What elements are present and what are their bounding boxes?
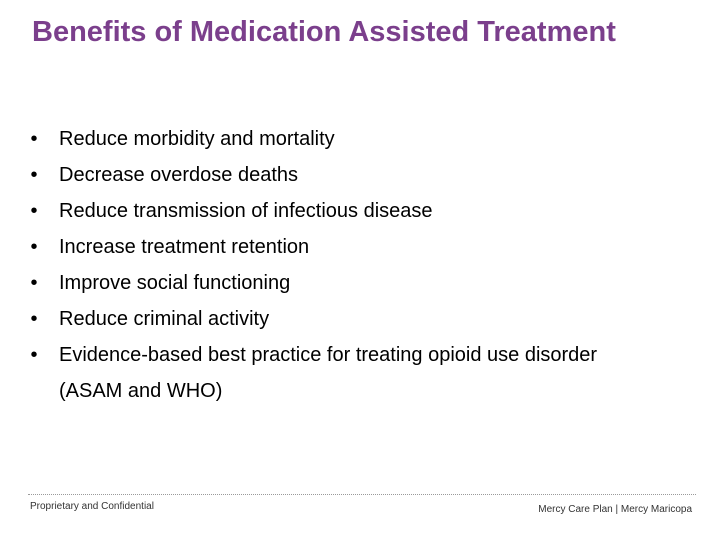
bullet-item	[28, 337, 688, 409]
bullet-item	[28, 193, 688, 229]
bullet-symbol: •	[30, 200, 38, 222]
slide-title: Benefits of Medication Assisted Treatment	[32, 16, 616, 48]
bullet-list	[28, 121, 688, 409]
bullet-item	[28, 229, 688, 265]
bullet-symbol: •	[30, 164, 38, 186]
footer-confidential-label: Proprietary and Confidential	[30, 501, 154, 512]
bullet-symbol: •	[30, 344, 38, 366]
bullet-text: Improve social functioning	[59, 272, 291, 294]
bullet-text: Increase treatment retention	[59, 236, 310, 258]
bullet-symbol: •	[30, 308, 38, 330]
bullet-symbol: •	[30, 236, 38, 258]
footer-brand-label: Mercy Care Plan | Mercy Maricopa	[538, 504, 692, 515]
bullet-text-continuation: (ASAM and WHO)	[59, 380, 223, 402]
bullet-text: Reduce transmission of infectious disease	[59, 200, 433, 222]
footer-divider	[28, 494, 696, 495]
bullet-text: Reduce criminal activity	[59, 308, 270, 330]
bullet-symbol: •	[30, 128, 38, 150]
bullet-item	[28, 301, 688, 337]
bullet-text: Decrease overdose deaths	[59, 164, 299, 186]
bullet-text: Evidence-based best practice for treating opioid use disorder	[59, 344, 598, 366]
bullet-item	[28, 157, 688, 193]
bullet-symbol: •	[30, 272, 38, 294]
bullet-text: Reduce morbidity and mortality	[59, 128, 335, 150]
bullet-item	[28, 265, 688, 301]
bullet-item	[28, 121, 688, 157]
